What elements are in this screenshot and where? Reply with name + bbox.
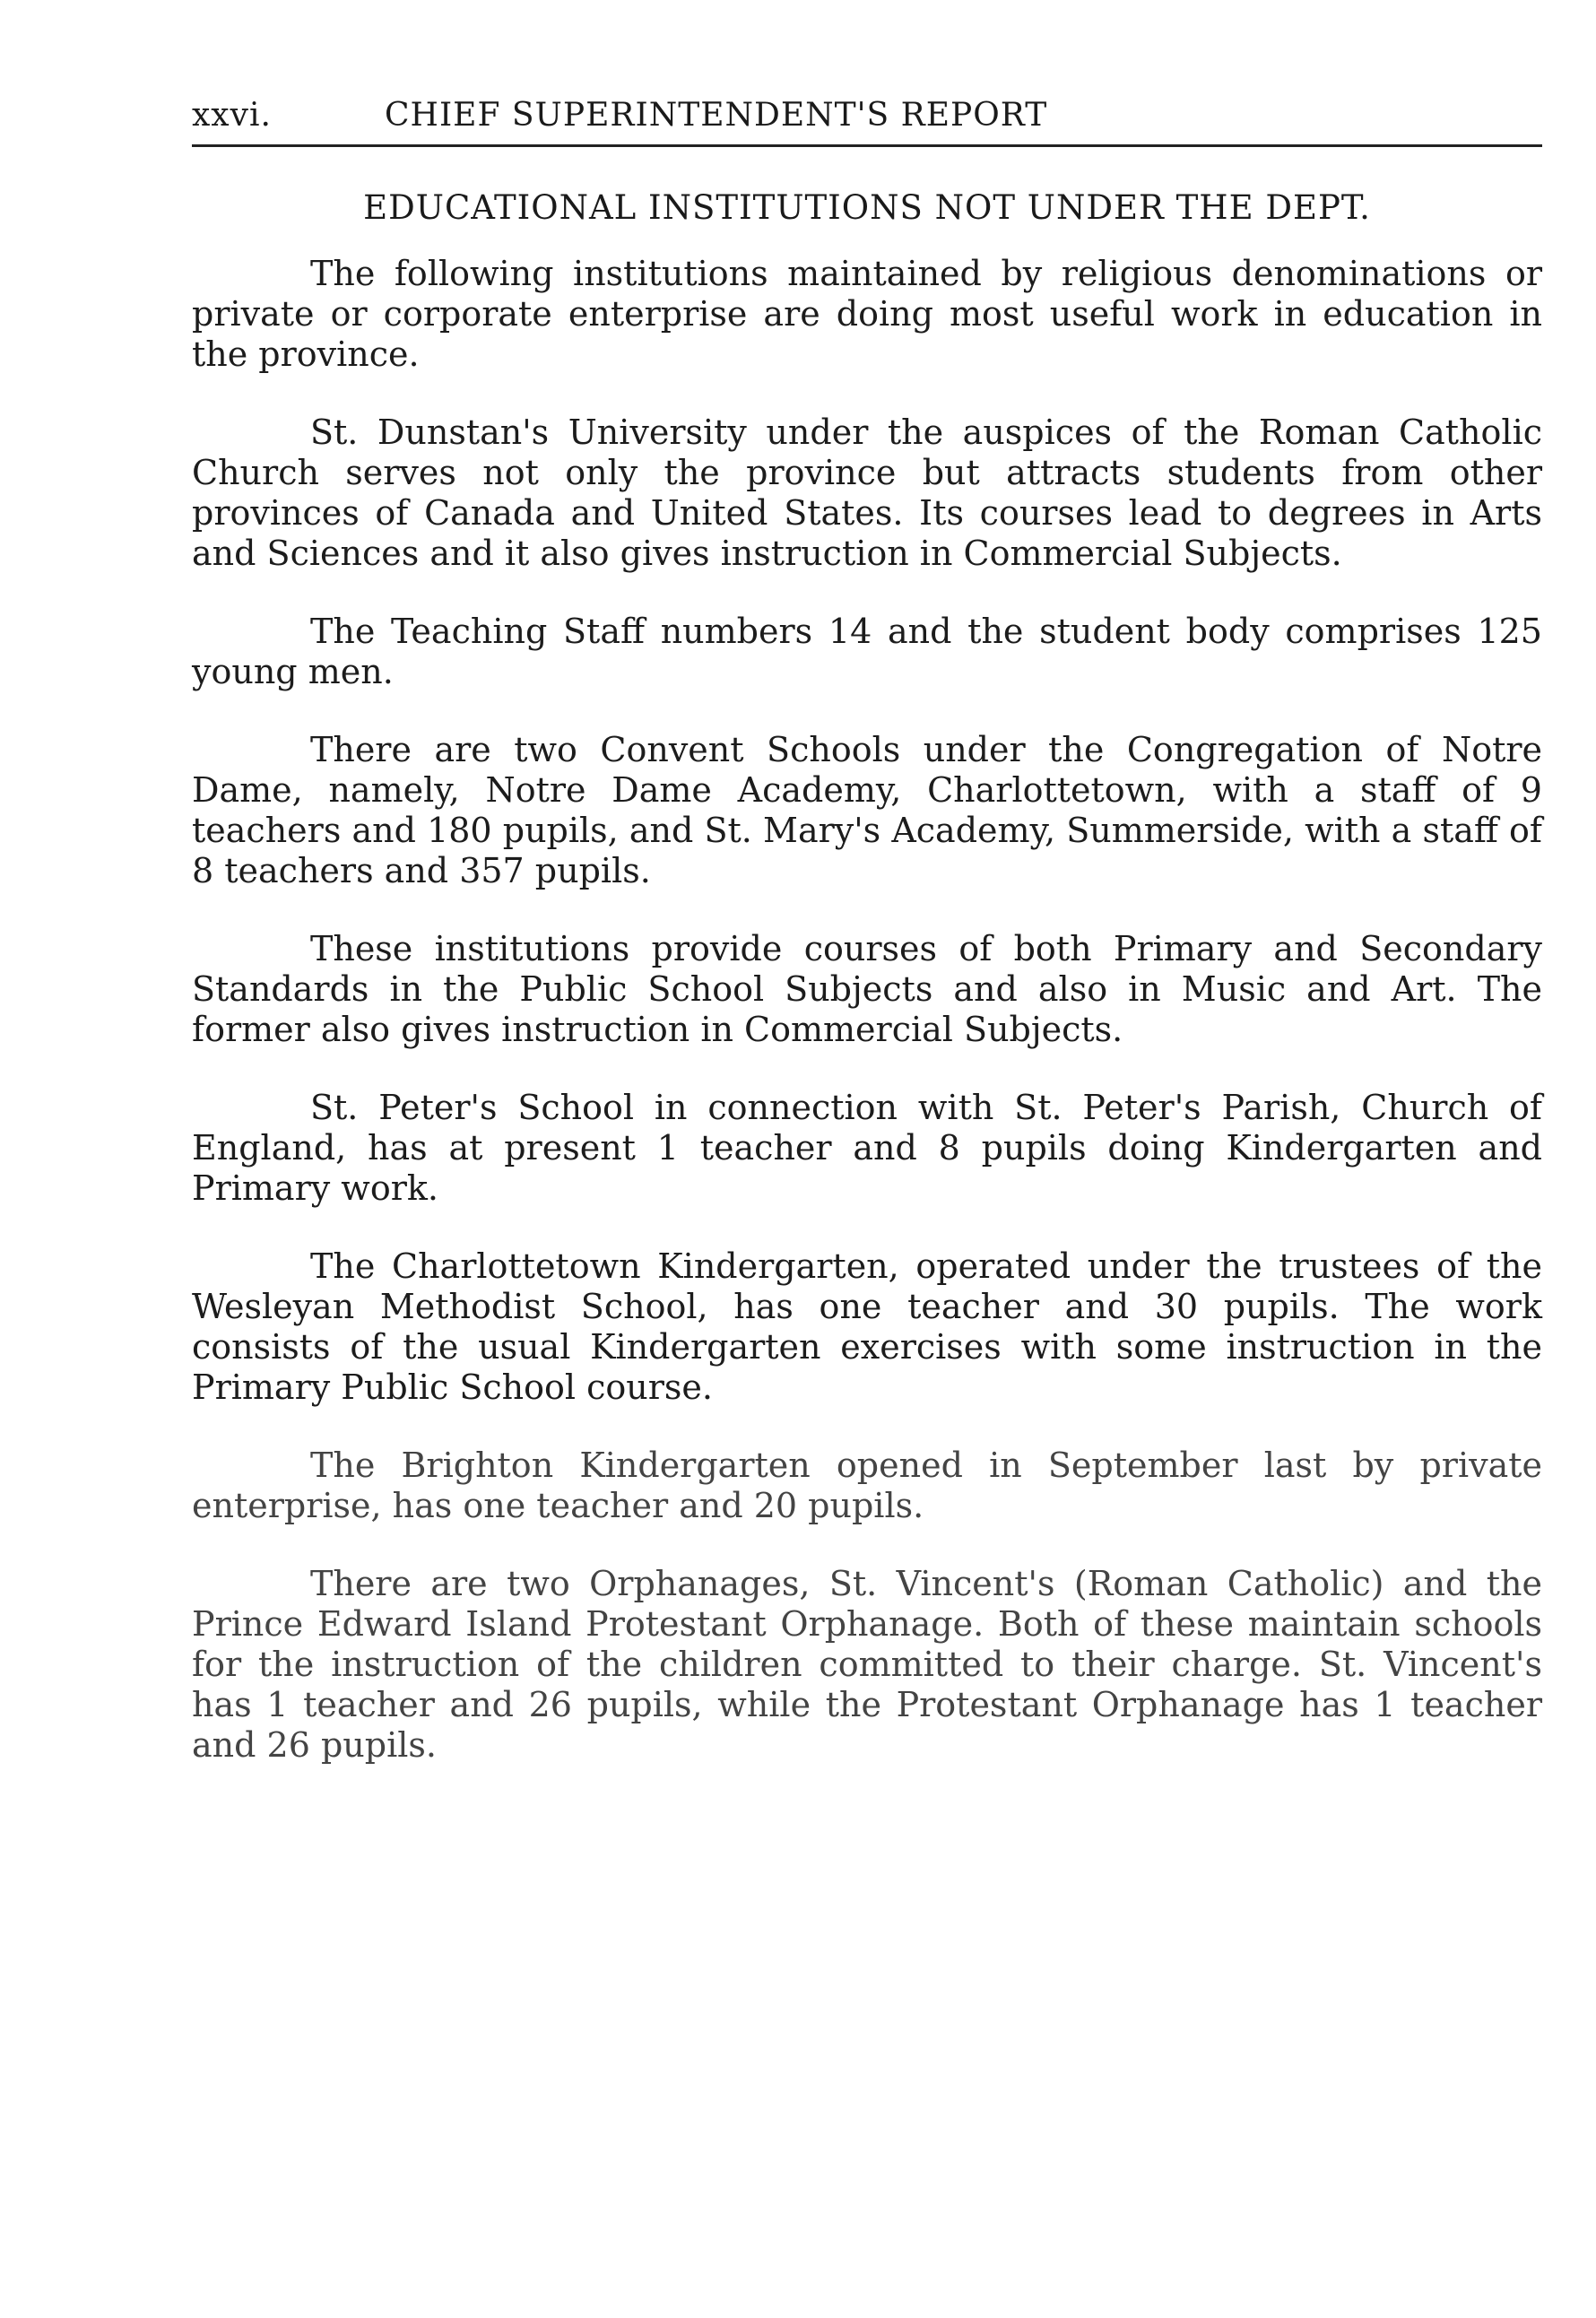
paragraph-st-peters: St. Peter's School in connection with St. Peter's Parish, Church of England, has at present 1 teacher and 8 pupils doing Kindergarten and Primary work. bbox=[192, 1088, 1542, 1208]
paragraph-charlottetown-kindergarten: The Charlottetown Kindergarten, operated under the trustees of the Wesleyan Methodist School, has one teacher and 30 pupils. The work consists of the usual Kindergarten exercises with some instruction in the Primary Public School course. bbox=[192, 1246, 1542, 1407]
paragraph-brighton-kindergarten: The Brighton Kindergarten opened in September last by private enterprise, has one teacher and 20 pupils. bbox=[192, 1445, 1542, 1525]
running-title: CHIEF SUPERINTENDENT'S REPORT bbox=[385, 97, 1048, 134]
paragraph-teaching-staff: The Teaching Staff numbers 14 and the student body comprises 125 young men. bbox=[192, 612, 1542, 691]
paragraph-st-dunstans: St. Dunstan's University under the auspices of the Roman Catholic Church serves not only the province but attracts students from other provinces of Canada and United States. Its courses lead to degrees in Arts and Sciences and it also gives instruction in Commercial Subjects. bbox=[192, 412, 1542, 573]
paragraph-convent-schools: There are two Convent Schools under the Congregation of Notre Dame, namely, Notre Dame Academy, Charlottetown, with a staff of 9 teachers and 180 pupils, and St. Mary's Academy, Summerside, with a staff of 8 teachers and 357 pupils. bbox=[192, 730, 1542, 890]
paragraph-intro: The following institutions maintained by religious denominations or private or corporate enterprise are doing most useful work in education in the province. bbox=[192, 254, 1542, 374]
section-title: EDUCATIONAL INSTITUTIONS NOT UNDER THE DEPT. bbox=[363, 188, 1371, 227]
paragraph-orphanages: There are two Orphanages, St. Vincent's (Roman Catholic) and the Prince Edward Island Protestant Orphanage. Both of these maintain schools for the instruction of the children committed to their charge. St. Vincent's has 1 teacher and 26 pupils, while the Protestant Orphanage has 1 teacher and 26 pupils. bbox=[192, 1564, 1542, 1765]
document-page bbox=[192, 97, 1542, 1803]
running-header bbox=[192, 97, 1542, 147]
paragraph-institution-courses: These institutions provide courses of both Primary and Secondary Standards in the Public School Subjects and also in Music and Art. The former also gives instruction in Commercial Subjects. bbox=[192, 929, 1542, 1049]
page-number: xxvi. bbox=[192, 97, 272, 134]
